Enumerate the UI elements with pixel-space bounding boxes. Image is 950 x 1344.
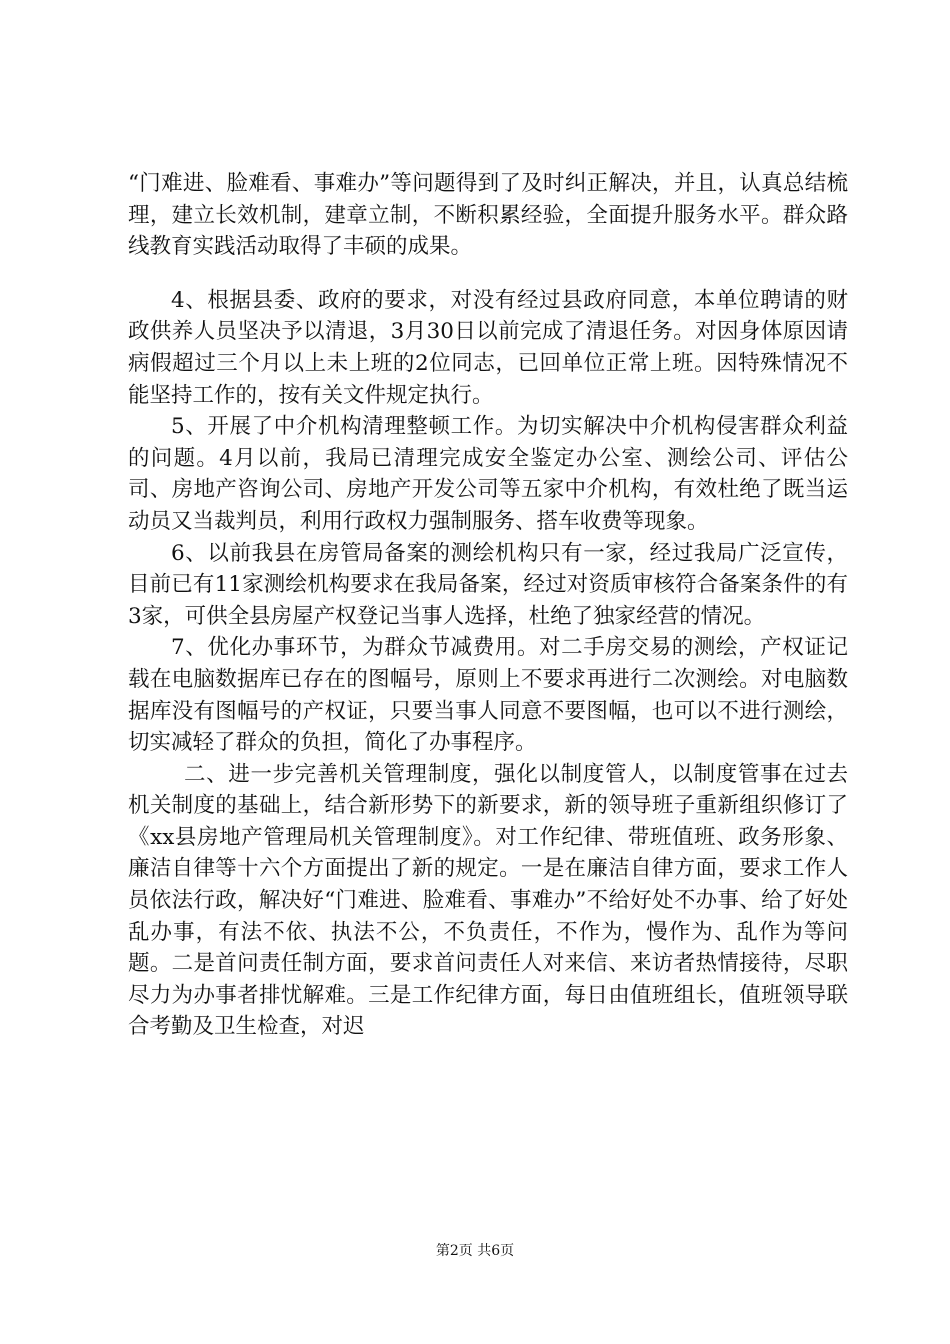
paragraph-continuation: “门难进、脸难看、事难办”等问题得到了及时纠正解决，并且，认真总结梳理，建立长效机制，建章立制，不断积累经验，全面提升服务水平。群众路线教育实践活动取得了丰硕的成果。 [128, 171, 848, 260]
paragraph-item-7: 7、优化办事环节，为群众节减费用。对二手房交易的测绘，产权证记载在电脑数据库已存在的图幅号，原则上不要求再进行二次测绘。对电脑数据库没有图幅号的产权证，只要当事人同意不要图幅，也可以不进行测绘，切实减轻了群众的负担，简化了办事程序。 [128, 635, 848, 756]
paragraph-section-2: 二、进一步完善机关管理制度，强化以制度管人，以制度管事在过去机关制度的基础上，结合新形势下的新要求，新的领导班子重新组织修订了《xx县房地产管理局机关管理制度》。对工作纪律、带班值班、政务形象、廉洁自律等十六个方面提出了新的规定。一是在廉洁自律方面，要求工作人员依法行政，解决好“门难进、脸难看、事难办”不给好处不办事、给了好处乱办事，有法不依、执法不公，不负责任，不作为，慢作为、乱作为等问题。二是首问责任制方面，要求首问责任人对来信、来访者热情接待，尽职尽力为办事者排忧解难。三是工作纪律方面，每日由值班组长，值班领导联合考勤及卫生检查，对迟 [128, 761, 848, 1040]
document-body [128, 168, 848, 1043]
page-number-footer: 第2页 共6页 [435, 1243, 515, 1259]
paragraph-item-5: 5、开展了中介机构清理整顿工作。为切实解决中介机构侵害群众利益的问题。4月以前，我局已清理完成安全鉴定办公室、测绘公司、评估公司、房地产咨询公司、房地产开发公司等五家中介机构，有效杜绝了既当运动员又当裁判员，利用行政权力强制服务、搭车收费等现象。 [128, 414, 848, 534]
paragraph-item-6: 6、以前我县在房管局备案的测绘机构只有一家，经过我局广泛宣传，目前已有11家测绘机构要求在我局备案，经过对资质审核符合备案条件的有3家，可供全县房屋产权登记当事人选择，杜绝了独家经营的情况。 [128, 540, 848, 629]
paragraph-item-4: 4、根据县委、政府的要求，对没有经过县政府同意，本单位聘请的财政供养人员坚决予以清退，3月30日以前完成了清退任务。对因身体原因请病假超过三个月以上未上班的2位同志，已回单位正常上班。因特殊情况不能坚持工作的，按有关文件规定执行。 [128, 287, 848, 408]
